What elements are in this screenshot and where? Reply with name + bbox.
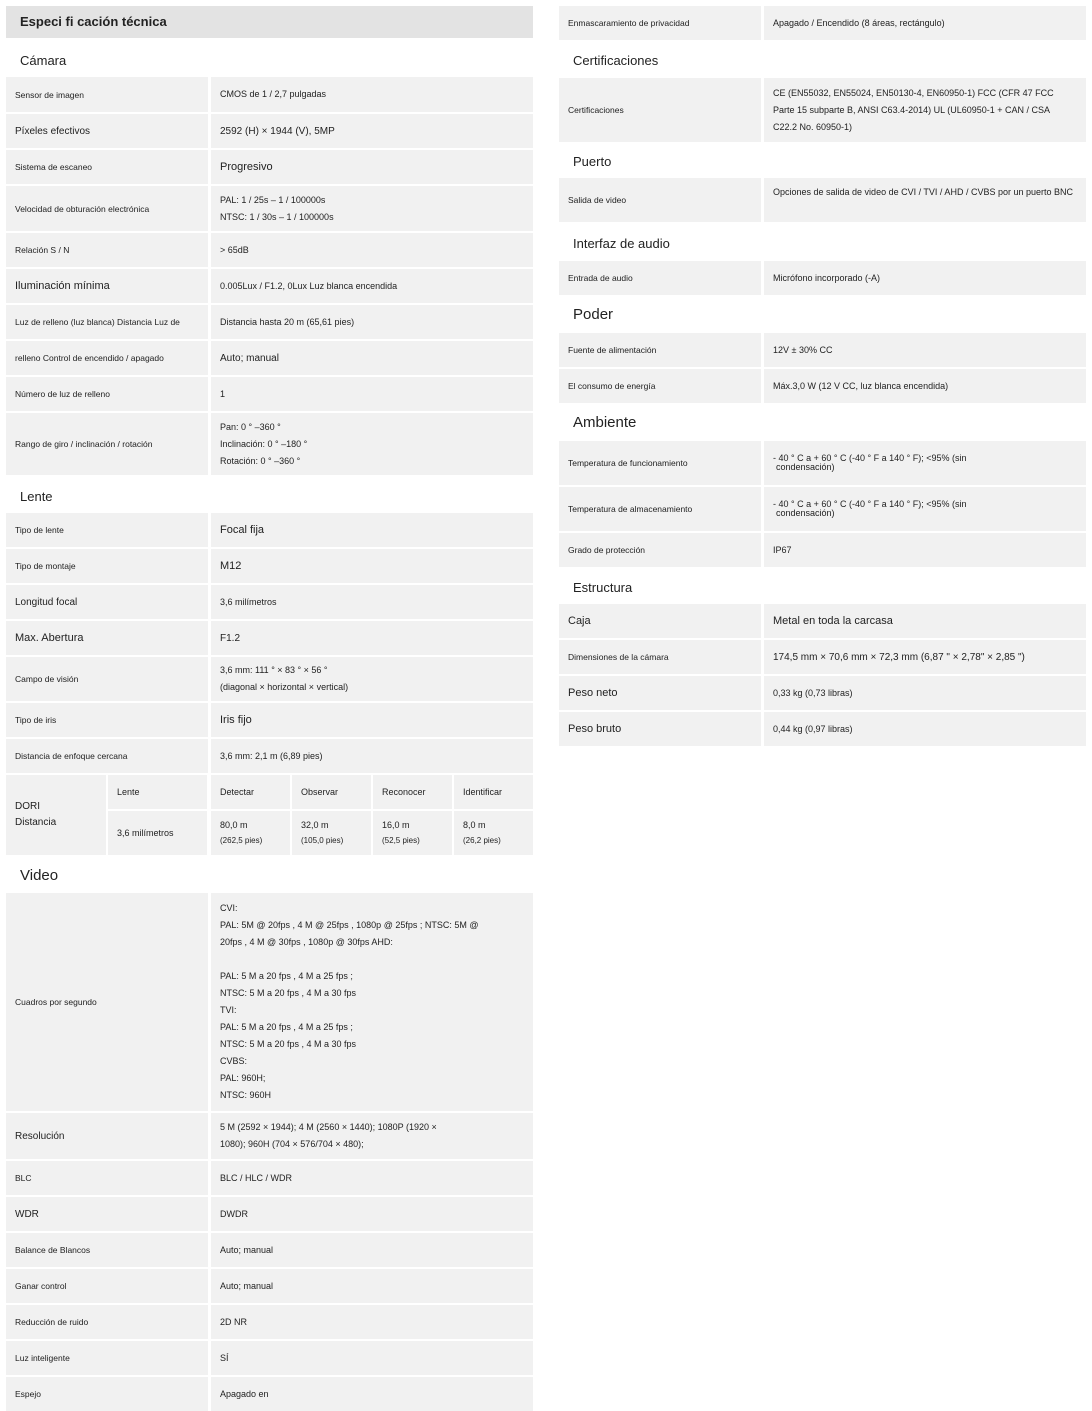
spec-label: Max. Abertura	[6, 621, 208, 655]
spec-row	[6, 377, 533, 411]
spec-label: Tipo de lente	[6, 513, 208, 547]
spec-label: Sensor de imagen	[6, 77, 208, 112]
spec-label: Velocidad de obturación electrónica	[6, 186, 208, 231]
spec-label: Peso neto	[559, 676, 761, 710]
spec-value-line: NTSC: 5 M a 20 fps , 4 M a 30 fps	[220, 1039, 357, 1049]
spec-value-line: 3,6 mm: 111 ° × 83 ° × 56 °	[220, 665, 328, 675]
spec-label: Salida de video	[559, 178, 761, 222]
spec-row	[6, 150, 533, 184]
dori-header-identificar: Identificar	[454, 775, 533, 809]
spec-value-line: NTSC: 5 M a 20 fps , 4 M a 30 fps	[220, 988, 357, 998]
dori-header-reconocer: Reconocer	[373, 775, 452, 809]
spec-label: Campo de visión	[6, 657, 208, 701]
spec-row	[6, 657, 533, 701]
spec-value-line: Inclinación: 0 ° –180 °	[220, 438, 308, 449]
spec-value: Auto; manual	[220, 1244, 274, 1255]
spec-label: Certificaciones	[559, 78, 761, 142]
spec-value: Auto; manual	[220, 352, 279, 364]
spec-value: 1	[220, 388, 226, 399]
spec-label: Píxeles efectivos	[6, 114, 208, 148]
spec-row	[6, 77, 533, 112]
spec-label: Grado de protección	[559, 533, 761, 567]
spec-row	[6, 1161, 533, 1195]
spec-row	[6, 1113, 533, 1159]
spec-label: Reducción de ruido	[6, 1305, 208, 1339]
spec-label: Tipo de montaje	[6, 549, 208, 583]
spec-value-line: PAL: 5 M a 20 fps , 4 M a 25 fps ;	[220, 971, 353, 981]
spec-label: El consumo de energía	[559, 369, 761, 403]
section-title-audio: Interfaz de audio	[573, 236, 670, 251]
dori-feet: (262,5 pies)	[220, 836, 263, 845]
spec-row	[6, 233, 533, 267]
spec-label: Distancia de enfoque cercana	[6, 739, 208, 773]
spec-row	[559, 676, 1086, 710]
spec-label: Balance de Blancos	[6, 1233, 208, 1267]
spec-value-line: TVI:	[220, 1005, 237, 1015]
spec-row	[559, 604, 1086, 638]
spec-value-line: PAL: 5M @ 20fps , 4 M @ 25fps , 1080p @ 25fps ; NTSC: 5M @	[220, 920, 479, 930]
spec-row	[6, 305, 533, 339]
dori-header-detectar: Detectar	[211, 775, 290, 809]
spec-row	[559, 333, 1086, 367]
spec-label: Cuadros por segundo	[6, 893, 208, 1111]
spec-label: Temperatura de almacenamiento	[559, 487, 761, 531]
spec-row	[6, 186, 533, 231]
spec-value: Micrófono incorporado (-A)	[773, 272, 881, 283]
spec-value-line: condensación)	[776, 462, 835, 472]
spec-row	[6, 269, 533, 303]
spec-row	[559, 178, 1086, 222]
spec-row	[6, 739, 533, 773]
dori-value-identificar	[454, 811, 533, 855]
dori-feet: (26,2 pies)	[463, 836, 501, 845]
spec-label: Sistema de escaneo	[6, 150, 208, 184]
spec-label: Ganar control	[6, 1269, 208, 1303]
spec-value: Distancia hasta 20 m (65,61 pies)	[220, 316, 355, 327]
spec-value-line: NTSC: 1 / 30s – 1 / 100000s	[220, 211, 334, 222]
spec-label: Longitud focal	[6, 585, 208, 619]
section-title-camara: Cámara	[20, 53, 67, 68]
spec-value: F1.2	[220, 632, 241, 644]
spec-label: Iluminación mínima	[6, 269, 208, 303]
dori-meters: 80,0 m	[220, 820, 248, 830]
spec-label: relleno Control de encendido / apagado	[6, 341, 208, 375]
section-title-ambiente: Ambiente	[573, 414, 637, 431]
dori-header-observar: Observar	[292, 775, 371, 809]
spec-label: Entrada de audio	[559, 261, 761, 295]
spec-label: Enmascaramiento de privacidad	[559, 6, 761, 40]
spec-row	[6, 1233, 533, 1267]
section-title-certificaciones: Certificaciones	[573, 53, 659, 68]
section-title-video: Video	[20, 867, 59, 884]
spec-value: 12V ± 30% CC	[773, 344, 833, 355]
dori-value-observar	[292, 811, 371, 855]
spec-value-line: - 40 ° C a + 60 ° C (-40 ° F a 140 ° F); <95% (sin	[773, 499, 967, 509]
spec-row	[6, 114, 533, 148]
spec-label: Tipo de iris	[6, 703, 208, 737]
section-title-estructura: Estructura	[573, 580, 633, 595]
spec-value-line: condensación)	[776, 508, 835, 518]
spec-value-line: CVI:	[220, 903, 238, 913]
spec-value: > 65dB	[220, 244, 249, 255]
section-title-lente: Lente	[20, 489, 53, 504]
spec-value: 2592 (H) × 1944 (V), 5MP	[220, 125, 335, 137]
spec-value: 0,44 kg (0,97 libras)	[773, 723, 853, 734]
dori-meters: 8,0 m	[463, 820, 486, 830]
spec-label: Relación S / N	[6, 233, 208, 267]
spec-row	[559, 640, 1086, 674]
spec-value: Máx.3,0 W (12 V CC, luz blanca encendida)	[773, 380, 949, 391]
spec-value: Iris fijo	[220, 713, 252, 726]
dori-meters: 16,0 m	[382, 820, 410, 830]
spec-value-line	[220, 951, 533, 968]
spec-value: DWDR	[220, 1208, 248, 1219]
dori-feet: (52,5 pies)	[382, 836, 420, 845]
spec-value: M12	[220, 559, 242, 572]
spec-value: SÍ	[220, 1352, 229, 1363]
spec-row	[6, 549, 533, 583]
spec-row	[6, 585, 533, 619]
spec-value: Apagado en	[220, 1388, 269, 1399]
spec-value-line: PAL: 960H;	[220, 1073, 266, 1083]
spec-label: Dimensiones de la cámara	[559, 640, 761, 674]
spec-value-line: Parte 15 subparte B, ANSI C63.4-2014) UL (UL60950-1 + CAN / CSA	[773, 104, 1051, 115]
spec-label: Luz inteligente	[6, 1341, 208, 1375]
dori-table	[6, 775, 533, 855]
dori-value-detectar	[211, 811, 290, 855]
dori-label-line: DORI	[15, 801, 40, 812]
spec-row	[6, 341, 533, 375]
spec-value: 2D NR	[220, 1316, 248, 1327]
spec-label: Espejo	[6, 1377, 208, 1411]
spec-row	[559, 487, 1086, 531]
spec-value: IP67	[773, 544, 792, 555]
spec-value-line: 1080); 960H (704 × 576/704 × 480);	[220, 1139, 364, 1149]
spec-value-line: CE (EN55032, EN55024, EN50130-4, EN60950-1) FCC (CFR 47 FCC	[773, 87, 1054, 98]
spec-value-line: NTSC: 960H	[220, 1090, 272, 1100]
spec-label: Peso bruto	[559, 712, 761, 746]
spec-label: Rango de giro / inclinación / rotación	[6, 413, 208, 475]
spec-label: Temperatura de funcionamiento	[559, 441, 761, 485]
spec-row	[6, 413, 533, 475]
spec-value-line: - 40 ° C a + 60 ° C (-40 ° F a 140 ° F); <95% (sin	[773, 453, 967, 463]
dori-header-lente: Lente	[108, 775, 207, 809]
spec-row	[6, 703, 533, 737]
spec-label: Número de luz de relleno	[6, 377, 208, 411]
spec-row	[559, 78, 1086, 142]
spec-value-line: Pan: 0 ° –360 °	[220, 421, 281, 432]
dori-meters: 32,0 m	[301, 820, 329, 830]
spec-label: Resolución	[6, 1113, 208, 1159]
spec-row	[6, 1341, 533, 1375]
spec-value: Focal fija	[220, 523, 265, 536]
spec-value: 3,6 milímetros	[220, 596, 277, 607]
section-title-poder: Poder	[573, 306, 614, 323]
spec-value-line: Rotación: 0 ° –360 °	[220, 455, 301, 466]
spec-row	[6, 1377, 533, 1411]
spec-value-line: 20fps , 4 M @ 30fps , 1080p @ 30fps AHD:	[220, 937, 393, 947]
spec-value: Apagado / Encendido (8 áreas, rectángulo)	[773, 17, 945, 28]
spec-value: CMOS de 1 / 2,7 pulgadas	[220, 89, 327, 99]
spec-row	[559, 712, 1086, 746]
spec-value-line: PAL: 5 M a 20 fps , 4 M a 25 fps ;	[220, 1022, 353, 1032]
spec-value-line: CVBS:	[220, 1056, 248, 1066]
spec-row	[559, 441, 1086, 485]
spec-value: Auto; manual	[220, 1280, 274, 1291]
spec-label: Luz de relleno (luz blanca) Distancia Luz de	[6, 305, 208, 339]
spec-value: Opciones de salida de video de CVI / TVI / AHD / CVBS por un puerto BNC	[773, 187, 1073, 197]
spec-value-line: C22.2 No. 60950-1)	[773, 121, 853, 132]
spec-value: 174,5 mm × 70,6 mm × 72,3 mm (6,87 " × 2,78" × 2,85 ")	[773, 651, 1025, 663]
spec-value: BLC / HLC / WDR	[220, 1172, 293, 1183]
spec-row	[559, 369, 1086, 403]
section-title-puerto: Puerto	[573, 154, 612, 169]
spec-value: Metal en toda la carcasa	[773, 614, 893, 627]
spec-row	[6, 1269, 533, 1303]
spec-row	[6, 1305, 533, 1339]
spec-value: Progresivo	[220, 160, 273, 173]
spec-label: Caja	[559, 604, 761, 638]
spec-value: 0,33 kg (0,73 libras)	[773, 687, 853, 698]
spec-value-line: (diagonal × horizontal × vertical)	[220, 682, 349, 692]
spec-row	[559, 261, 1086, 295]
page-title: Especi fi cación técnica	[6, 6, 533, 38]
spec-value: 0.005Lux / F1.2, 0Lux Luz blanca encendida	[220, 280, 398, 291]
dori-label	[6, 775, 106, 855]
spec-value: 3,6 mm: 2,1 m (6,89 pies)	[220, 750, 323, 761]
dori-value-reconocer	[373, 811, 452, 855]
spec-label: BLC	[6, 1161, 208, 1195]
spec-row	[559, 533, 1086, 567]
dori-feet: (105,0 pies)	[301, 836, 344, 845]
spec-label: Fuente de alimentación	[559, 333, 761, 367]
spec-row	[559, 6, 1086, 40]
spec-row	[6, 621, 533, 655]
dori-lens-value: 3,6 milímetros	[108, 811, 207, 855]
spec-label: WDR	[6, 1197, 208, 1231]
spec-row	[6, 893, 533, 1111]
spec-row	[6, 1197, 533, 1231]
spec-value-line: PAL: 1 / 25s – 1 / 100000s	[220, 194, 326, 205]
spec-value-line: 5 M (2592 × 1944); 4 M (2560 × 1440); 1080P (1920 ×	[220, 1122, 437, 1132]
dori-label-line: Distancia	[15, 817, 57, 828]
spec-row	[6, 513, 533, 547]
